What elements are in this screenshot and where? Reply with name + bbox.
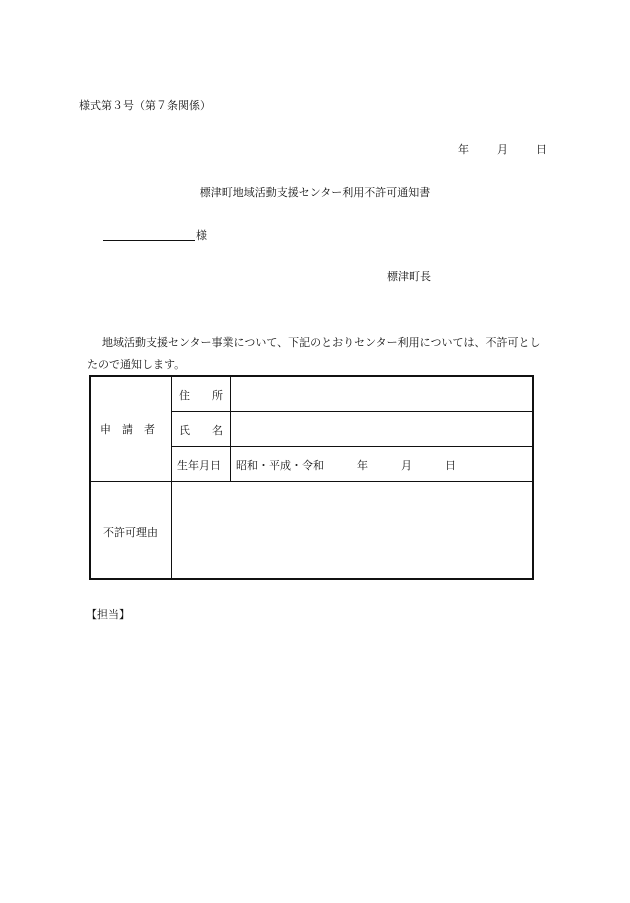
applicant-table: [89, 375, 534, 580]
day-label: 日: [536, 143, 547, 156]
address-label: 住 所: [179, 389, 223, 402]
date-line: [458, 143, 547, 156]
document-title: 標津町地域活動支援センター利用不許可通知書: [199, 186, 431, 199]
name-field[interactable]: [231, 412, 531, 446]
issuer: 標津町長: [387, 270, 431, 283]
reason-label: 不許可理由: [103, 526, 158, 539]
body-text: 地域活動支援センター事業について、下記のとおりセンター利用については、不許可としたので通知します。: [87, 336, 541, 371]
birthdate-value: 昭和・平成・令和 年 月 日: [236, 459, 456, 472]
birthdate-label: 生年月日: [177, 459, 221, 472]
recipient-line: [103, 228, 207, 242]
recipient-suffix: 様: [196, 229, 207, 242]
form-number: 様式第３号（第７条関係）: [79, 99, 211, 112]
month-label: 月: [497, 143, 508, 156]
name-label: 氏 名: [179, 424, 223, 437]
address-field[interactable]: [231, 377, 531, 411]
reason-field[interactable]: [172, 482, 531, 578]
recipient-blank: [103, 228, 195, 241]
year-label: 年: [458, 143, 469, 156]
body-paragraph: [87, 332, 549, 376]
applicant-label: 申 請 者: [100, 423, 155, 436]
contact-label: 【担当】: [86, 608, 130, 621]
